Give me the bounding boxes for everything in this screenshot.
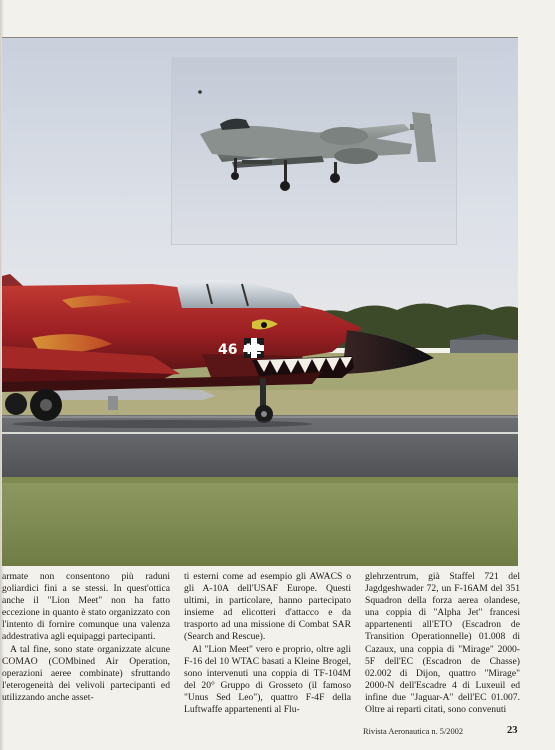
paragraph: armate non consentono più raduni goliardici fini a se stessi. In quest'ottica anche il "Lion Meet" non ha fatto eccezione in quanto è stato organizzato con l'intento di fornire comunque una valenza addestrativa agli equipaggi partecipanti. bbox=[2, 571, 170, 643]
article-text bbox=[2, 571, 518, 726]
page-number: 23 bbox=[507, 725, 518, 736]
paragraph: ti esterni come ad esempio gli AWACS o gli A-10A dell'USAF Europe. Questi ultimi, in particolare, hanno partecipato insieme ad elicotteri d'attacco e da trasporto ad una missione di Combat SAR (Search and Rescue). bbox=[184, 571, 351, 643]
journal-footer: Rivista Aeronautica n. 5/2002 bbox=[363, 727, 464, 736]
paragraph: glehrzentrum, già Staffel 721 del Jagdgeshwader 72, un F-16AM del 351 Squadron della forza aerea olandese, una coppia di "Alpha Jet" francesi appartenenti all'ETO (Escadron de Transition Operationnelle) 01.008 di Cazaux, una coppia di "Mirage" 2000-5F dell'EC (Escadron de Chasse) 02.002 di Dijon, quattro "Mirage" 2000-N dell'Escadre 4 di Luxeuil ed infine due "Jaguar-A" dell'EC 01.007. Oltre ai reparti citati, sono convenuti bbox=[365, 571, 520, 716]
aircraft-marking: 46 42 bbox=[218, 342, 262, 358]
paragraph: A tal fine, sono state organizzate alcune COMAO (COMbined Air Operation, operazioni aeree combinate) sfruttando l'eterogeneità dei velivoli partecipanti ed utilizzando anche asset- bbox=[2, 643, 170, 703]
a10-inset-photo bbox=[171, 57, 457, 245]
text-column-2 bbox=[184, 571, 351, 716]
text-column-1 bbox=[2, 571, 170, 704]
paragraph: Al "Lion Meet" vero e proprio, oltre agli F-16 del 10 WTAC basati a Kleine Brogel, sono intervenuti una coppia di TF-104M del 20° Gruppo di Grosseto (il famoso "Unus Sed Leo"), quattro F-4F della Luftwaffe appartenenti al Flu- bbox=[184, 643, 351, 716]
text-column-3 bbox=[365, 571, 520, 716]
